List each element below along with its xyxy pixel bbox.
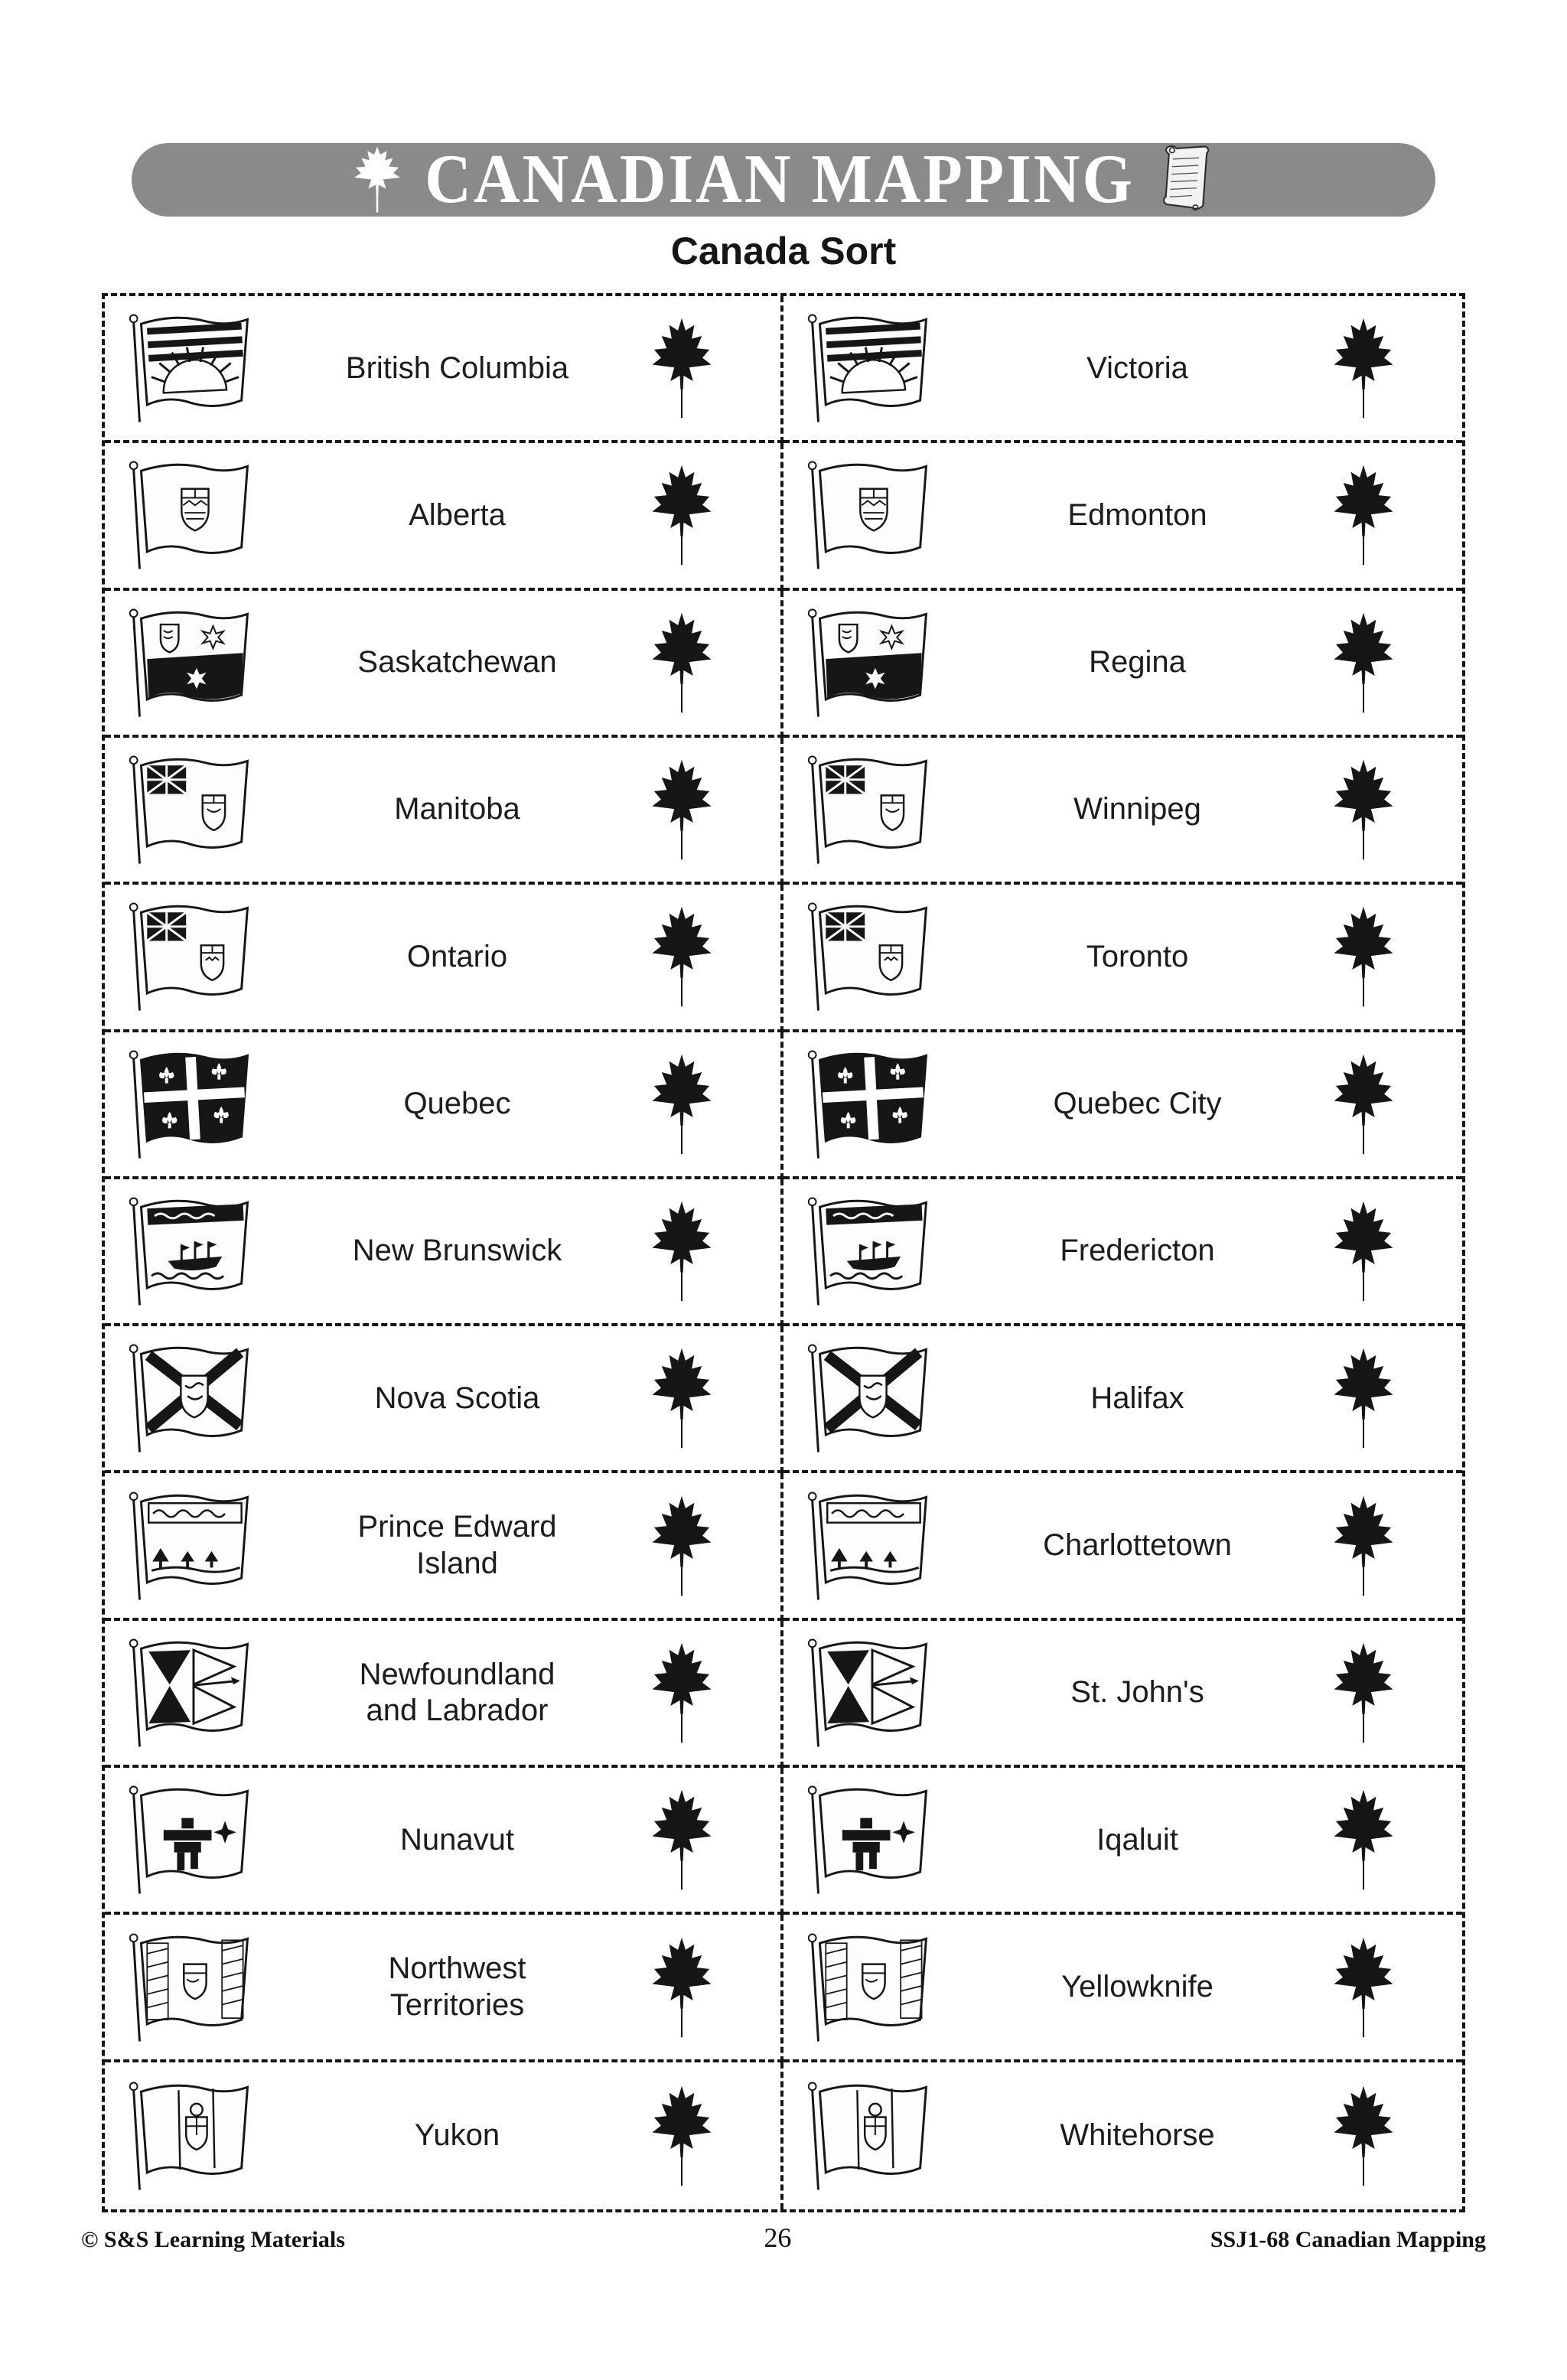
card-label: Nova Scotia — [374, 1381, 540, 1415]
flag-nunavut-icon — [122, 1782, 264, 1897]
flag-pei-icon — [800, 1488, 943, 1603]
maple-leaf-icon — [650, 1053, 713, 1156]
flag-newfoundland-icon — [122, 1635, 264, 1750]
card-alberta-capital — [784, 443, 1462, 590]
card-nunavut-province — [105, 1768, 784, 1915]
maple-leaf-icon — [650, 905, 713, 1008]
card-nova-scotia-province — [105, 1326, 784, 1473]
flag-nwt-icon — [122, 1930, 264, 2045]
maple-leaf-icon — [650, 317, 713, 419]
maple-leaf-icon — [1332, 464, 1395, 566]
card-bc-province — [105, 296, 784, 443]
flag-nova-scotia-icon — [800, 1341, 943, 1456]
flag-newfoundland-icon — [800, 1635, 943, 1750]
page-subtitle: Canada Sort — [670, 230, 897, 272]
card-label: New Brunswick — [352, 1234, 562, 1268]
footer-product-code: SSJ1-68 Canadian Mapping — [1210, 2227, 1486, 2252]
card-label: Winnipeg — [1073, 792, 1201, 826]
card-new-brunswick-province — [105, 1179, 784, 1326]
card-new-brunswick-capital — [784, 1179, 1462, 1326]
maple-leaf-icon — [353, 145, 402, 214]
card-label: Prince Edward Island — [357, 1510, 557, 1580]
card-label: Manitoba — [394, 792, 520, 826]
flag-yukon-icon — [800, 2078, 943, 2193]
card-saskatchewan-province — [105, 591, 784, 738]
card-label: St. John's — [1070, 1675, 1204, 1710]
maple-leaf-icon — [1332, 1936, 1395, 2039]
card-label: Yellowknife — [1061, 1969, 1214, 2003]
card-label: Quebec — [403, 1087, 511, 1121]
card-label: Yukon — [414, 2118, 500, 2153]
flag-ontario-icon — [800, 899, 943, 1014]
card-nunavut-capital — [784, 1768, 1462, 1915]
card-label: Saskatchewan — [357, 645, 557, 680]
maple-leaf-icon — [1332, 1495, 1395, 1597]
maple-leaf-icon — [1332, 1053, 1395, 1156]
card-label: Ontario — [406, 939, 508, 973]
flag-saskatchewan-icon — [800, 605, 943, 720]
card-nwt-capital — [784, 1915, 1462, 2062]
footer-page-number: 26 — [764, 2222, 792, 2253]
card-label: Charlottetown — [1043, 1528, 1232, 1563]
flag-yukon-icon — [122, 2078, 264, 2193]
flag-alberta-icon — [122, 458, 264, 572]
page-banner — [132, 143, 1435, 217]
card-quebec-capital — [784, 1032, 1462, 1179]
card-ontario-capital — [784, 885, 1462, 1032]
card-label: Newfoundland and Labrador — [359, 1657, 555, 1727]
card-label: Toronto — [1086, 939, 1189, 973]
flag-bc-icon — [122, 311, 264, 425]
card-label: British Columbia — [345, 350, 569, 385]
maple-leaf-icon — [650, 1347, 713, 1449]
card-pei-province — [105, 1473, 784, 1620]
card-label: Edmonton — [1067, 497, 1207, 532]
maple-leaf-icon — [650, 1936, 713, 2039]
maple-leaf-icon — [650, 611, 713, 714]
flag-quebec-icon — [122, 1047, 264, 1162]
card-label: Victoria — [1086, 350, 1188, 385]
flag-quebec-icon — [800, 1047, 943, 1162]
maple-leaf-icon — [1332, 611, 1395, 714]
maple-leaf-icon — [650, 1642, 713, 1744]
maple-leaf-icon — [650, 1200, 713, 1302]
card-label: Alberta — [409, 497, 506, 532]
card-nova-scotia-capital — [784, 1326, 1462, 1473]
maple-leaf-icon — [1332, 1347, 1395, 1449]
flag-pei-icon — [122, 1488, 264, 1603]
maple-leaf-icon — [1332, 1200, 1395, 1302]
card-quebec-province — [105, 1032, 784, 1179]
card-label: Halifax — [1090, 1381, 1184, 1415]
card-ontario-province — [105, 885, 784, 1032]
card-label: Quebec City — [1053, 1087, 1222, 1121]
maple-leaf-icon — [1332, 1788, 1395, 1891]
card-pei-capital — [784, 1473, 1462, 1620]
maple-leaf-icon — [1332, 905, 1395, 1008]
maple-leaf-icon — [1332, 317, 1395, 419]
flag-new-brunswick-icon — [800, 1194, 943, 1309]
card-yukon-capital — [784, 2062, 1462, 2209]
card-newfoundland-province — [105, 1621, 784, 1768]
maple-leaf-icon — [650, 1788, 713, 1891]
flag-alberta-icon — [800, 458, 943, 572]
page-banner-title: CANADIAN MAPPING — [425, 141, 1135, 218]
maple-leaf-icon — [1332, 2085, 1395, 2187]
card-label: Whitehorse — [1060, 2118, 1215, 2153]
flag-saskatchewan-icon — [122, 605, 264, 720]
card-bc-capital — [784, 296, 1462, 443]
flag-nova-scotia-icon — [122, 1341, 264, 1456]
card-label: Regina — [1089, 645, 1186, 680]
card-manitoba-province — [105, 738, 784, 885]
card-label: Nunavut — [400, 1822, 514, 1857]
card-label: Iqaluit — [1096, 1822, 1178, 1857]
card-label: Fredericton — [1060, 1234, 1215, 1268]
maple-leaf-icon — [650, 758, 713, 861]
card-newfoundland-capital — [784, 1621, 1462, 1768]
page-footer — [81, 2222, 1486, 2254]
maple-leaf-icon — [650, 2085, 713, 2187]
maple-leaf-icon — [1332, 1642, 1395, 1744]
flag-manitoba-icon — [800, 752, 943, 867]
maple-leaf-icon — [650, 464, 713, 566]
maple-leaf-icon — [650, 1495, 713, 1597]
card-manitoba-capital — [784, 738, 1462, 885]
maple-leaf-icon — [1332, 758, 1395, 861]
flag-ontario-icon — [122, 899, 264, 1014]
card-label: Northwest Territories — [388, 1951, 526, 2022]
flag-nunavut-icon — [800, 1782, 943, 1897]
card-yukon-province — [105, 2062, 784, 2209]
flag-nwt-icon — [800, 1930, 943, 2045]
footer-copyright: © S&S Learning Materials — [81, 2227, 345, 2252]
card-nwt-province — [105, 1915, 784, 2062]
card-saskatchewan-capital — [784, 591, 1462, 738]
card-alberta-province — [105, 443, 784, 590]
flag-bc-icon — [800, 311, 943, 425]
flag-new-brunswick-icon — [122, 1194, 264, 1309]
sort-card-grid — [102, 293, 1465, 2212]
map-scroll-icon — [1158, 145, 1214, 215]
flag-manitoba-icon — [122, 752, 264, 867]
